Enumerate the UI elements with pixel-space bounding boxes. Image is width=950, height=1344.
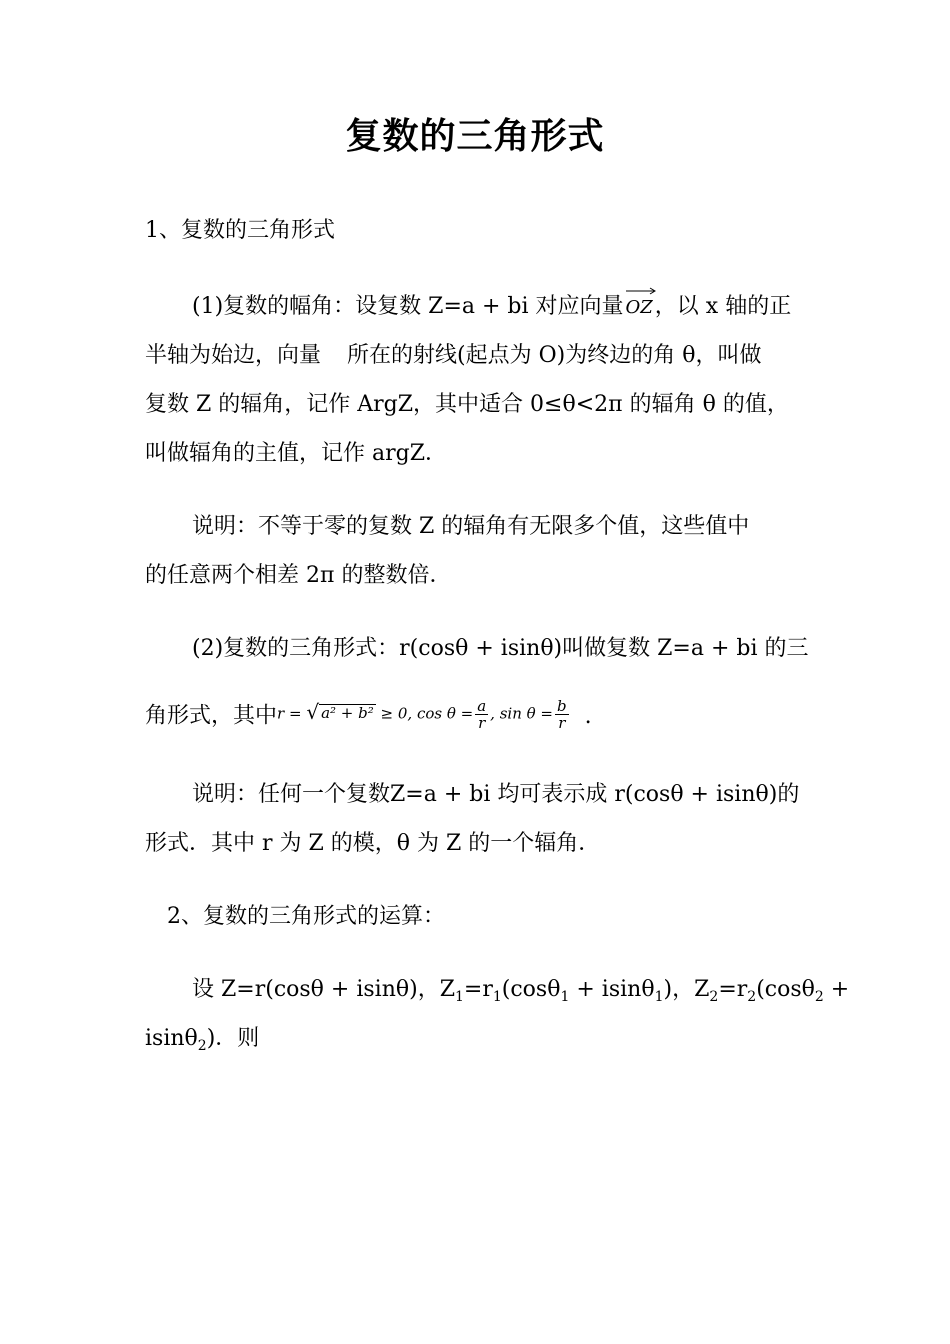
- numerator: b: [557, 697, 567, 715]
- fraction-a-over-r: [475, 698, 488, 731]
- note-1-line-2: 的任意两个相差 2π 的整数倍．: [145, 563, 452, 588]
- note-2-line-1: 说明：任何一个复数Z=a + bi 均可表示成 r(cosθ + isinθ)的: [192, 782, 800, 807]
- paragraph-operation-line-1: [192, 975, 849, 1005]
- note-1-line-1: 说明：不等于零的复数 Z 的辐角有无限多个值，这些值中: [192, 514, 750, 539]
- paragraph-argument-line-1: [192, 292, 791, 323]
- text-span: .: [584, 703, 592, 729]
- numerator: a: [477, 697, 487, 715]
- text-span: (cosθ: [756, 977, 815, 1002]
- text-span: + isinθ: [569, 977, 655, 1002]
- square-root: [306, 699, 375, 724]
- text-span: =r: [463, 977, 493, 1002]
- subscript: 2: [747, 989, 757, 1005]
- paragraph-argument-line-2: [145, 341, 761, 371]
- text-span: 设 Z=r(cosθ + isinθ)，Z: [192, 977, 455, 1002]
- vector-label: OZ: [625, 297, 653, 318]
- text-span: (cosθ: [501, 977, 561, 1002]
- paragraph-trig-form-line-1: (2)复数的三角形式：r(cosθ + isinθ)叫做复数 Z=a + bi 的三: [192, 636, 809, 661]
- paragraph-trig-form-line-2: [145, 698, 592, 732]
- section-heading-2: 2、复数的三角形式的运算：: [167, 904, 445, 929]
- paragraph-argument-line-3: 复数 Z 的辐角，记作 ArgZ，其中适合 0≤θ<2π 的辐角 θ 的值，: [145, 392, 789, 417]
- radical-sign-icon: √: [306, 699, 320, 724]
- denominator: r: [558, 714, 566, 732]
- formula-sin: , sin θ =: [490, 704, 553, 723]
- note-2-line-2: 形式．其中 r 为 Z 的模，θ 为 Z 的一个辐角．: [145, 831, 601, 856]
- subscript: 2: [197, 1038, 207, 1054]
- subscript: 1: [454, 989, 464, 1005]
- text-span: )．则: [206, 1026, 260, 1051]
- vector-oz: [626, 293, 653, 323]
- text-span: 所在的射线(起点为 O)为终边的角 θ，叫做: [347, 343, 762, 368]
- text-span: 半轴为始边，向量: [145, 343, 322, 368]
- subscript: 2: [814, 989, 824, 1005]
- denominator: r: [478, 714, 486, 732]
- vector-arrow-icon: [626, 287, 656, 295]
- paragraph-operation-line-2: [145, 1024, 259, 1054]
- fraction-b-over-r: [555, 698, 569, 731]
- text-span: isinθ: [145, 1026, 198, 1051]
- formula-cos: ≥ 0, cos θ =: [380, 704, 474, 723]
- text-span: +: [823, 977, 850, 1002]
- formula-r: r =: [277, 704, 302, 723]
- subscript: 1: [560, 989, 570, 1005]
- paragraph-argument-line-4: 叫做辐角的主值，记作 argZ．: [145, 441, 447, 466]
- subscript: 1: [654, 989, 664, 1005]
- page-title: 复数的三角形式: [345, 116, 605, 157]
- text-span: 角形式，其中: [145, 703, 278, 729]
- subscript: 1: [492, 989, 502, 1005]
- radicand: a² + b²: [321, 703, 374, 722]
- modulus-formula: [277, 698, 571, 731]
- subscript: 2: [709, 989, 719, 1005]
- text-span: ，以 x 轴的正: [654, 294, 792, 319]
- text-span: )，Z: [663, 977, 710, 1002]
- section-heading-1: 1、复数的三角形式: [145, 218, 335, 243]
- text-span: (1)复数的幅角：设复数 Z=a + bi 对应向量: [192, 294, 624, 319]
- text-span: =r: [718, 977, 748, 1002]
